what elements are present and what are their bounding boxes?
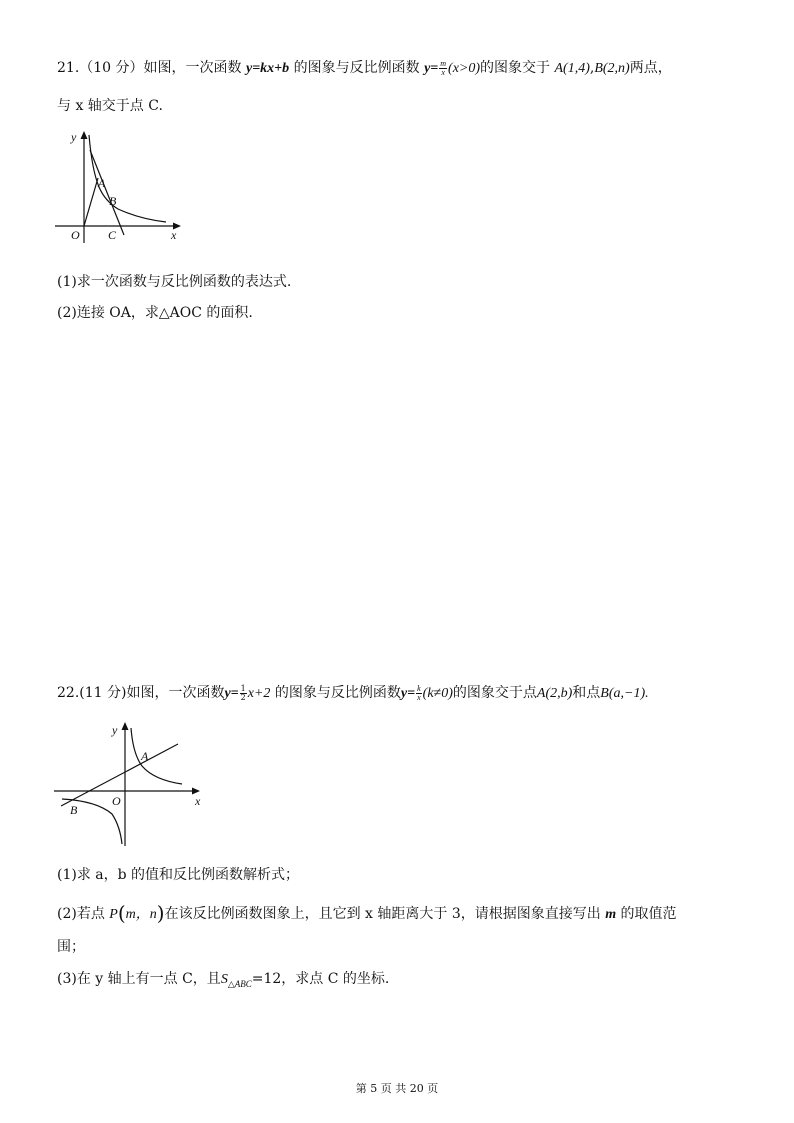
q22-fraction-half xyxy=(240,685,247,702)
q22-label-A: A xyxy=(141,749,149,763)
q21-figure xyxy=(55,125,195,245)
q22-text: 如图，一次函数 xyxy=(126,685,225,701)
q22-point-P-coords: m，n xyxy=(125,907,157,922)
q21-linear-eq: y=kx+b xyxy=(245,61,290,76)
q22-point-A: A(2,b) xyxy=(536,686,573,701)
q21-line1 xyxy=(57,58,672,79)
q22-inverse-eq-left: y= xyxy=(400,686,416,701)
q21-label-O: O xyxy=(71,228,80,242)
q22-text: 的图象与反比例函数 xyxy=(270,685,401,701)
q21-point-A: A(1,4) xyxy=(554,61,590,76)
q21-part2: (2)连接 OA，求△AOC 的面积. xyxy=(57,305,253,321)
frac-num: 1 xyxy=(240,683,246,693)
q21-line2: 与 x 轴交于点 C. xyxy=(57,98,163,114)
q21-axis-y-label: y xyxy=(71,130,77,144)
q22-linear-eq-right: x+2 xyxy=(247,686,271,701)
q21-text: 如图，一次函数 xyxy=(143,60,246,76)
q22-linear-eq-left: y= xyxy=(224,686,239,701)
frac-den: 2 xyxy=(240,692,246,702)
paren-close: ) xyxy=(156,901,165,925)
q22-fraction-k xyxy=(416,685,422,702)
q21-label-B: B xyxy=(109,194,117,208)
q21-part1: (1)求一次函数与反比例函数的表达式. xyxy=(57,274,292,290)
q22-area-subscript: △ABC xyxy=(227,979,252,989)
q21-text: 的图象与反比例函数 xyxy=(289,60,425,76)
frac-num: m xyxy=(440,58,447,68)
q22-figure xyxy=(52,718,212,848)
q22-part2-cont: 围； xyxy=(57,939,85,955)
q22-axis-y-label: y xyxy=(112,723,118,737)
q22-part2 xyxy=(57,903,677,925)
q22-axis-x-label: x xyxy=(195,794,201,808)
q22-number: 22. xyxy=(57,685,80,701)
q22-text: 的取值范 xyxy=(616,906,677,922)
q21-axis-x-label: x xyxy=(171,228,177,242)
q21-score: （10 分） xyxy=(79,60,144,76)
q21-fraction xyxy=(439,60,447,77)
q21-line-graph xyxy=(90,150,124,235)
q22-area-symbol: S xyxy=(220,972,228,987)
q21-domain: (x>0) xyxy=(448,61,481,76)
q22-point-P: P xyxy=(109,907,118,922)
q22-score: (11 分) xyxy=(79,685,127,701)
q22-label-O: O xyxy=(112,794,121,808)
q22-line1 xyxy=(57,683,649,704)
q22-point-B: B(a,−1). xyxy=(600,686,649,701)
q22-variable-m: m xyxy=(605,907,617,922)
frac-den: x xyxy=(417,692,421,702)
q21-text: 两点， xyxy=(629,60,672,76)
q21-number: 21. xyxy=(57,60,80,76)
q22-condition: (k≠0) xyxy=(422,686,453,701)
q22-part3 xyxy=(57,969,389,994)
q21-point-B: B(2,n) xyxy=(594,61,630,76)
q21-label-C: C xyxy=(108,228,117,242)
q22-part1: (1)求 a，b 的值和反比例函数解析式； xyxy=(57,867,300,883)
q21-text: 的图象交于 xyxy=(480,60,555,76)
q22-text: (2)若点 xyxy=(57,906,110,922)
q22-text: (3)在 y 轴上有一点 C，且 xyxy=(57,971,221,987)
q21-comma: , xyxy=(589,60,595,76)
q22-text: 的图象交于点 xyxy=(452,685,537,701)
q22-text: 和点 xyxy=(572,685,601,701)
q21-segment-OA xyxy=(84,178,98,226)
q22-text: =12，求点 C 的坐标. xyxy=(251,971,390,987)
q22-label-B: B xyxy=(70,803,78,817)
paren-open: ( xyxy=(117,901,126,925)
q21-inverse-eq-left: y= xyxy=(424,61,439,76)
frac-den: x xyxy=(441,67,445,77)
frac-num: k xyxy=(417,683,421,693)
q22-text: 在该反比例函数图象上，且它到 x 轴距离大于 3，请根据图象直接写出 xyxy=(164,906,606,922)
page-footer: 第 5 页 共 20 页 xyxy=(355,1082,439,1095)
q21-label-A: A xyxy=(98,176,106,190)
